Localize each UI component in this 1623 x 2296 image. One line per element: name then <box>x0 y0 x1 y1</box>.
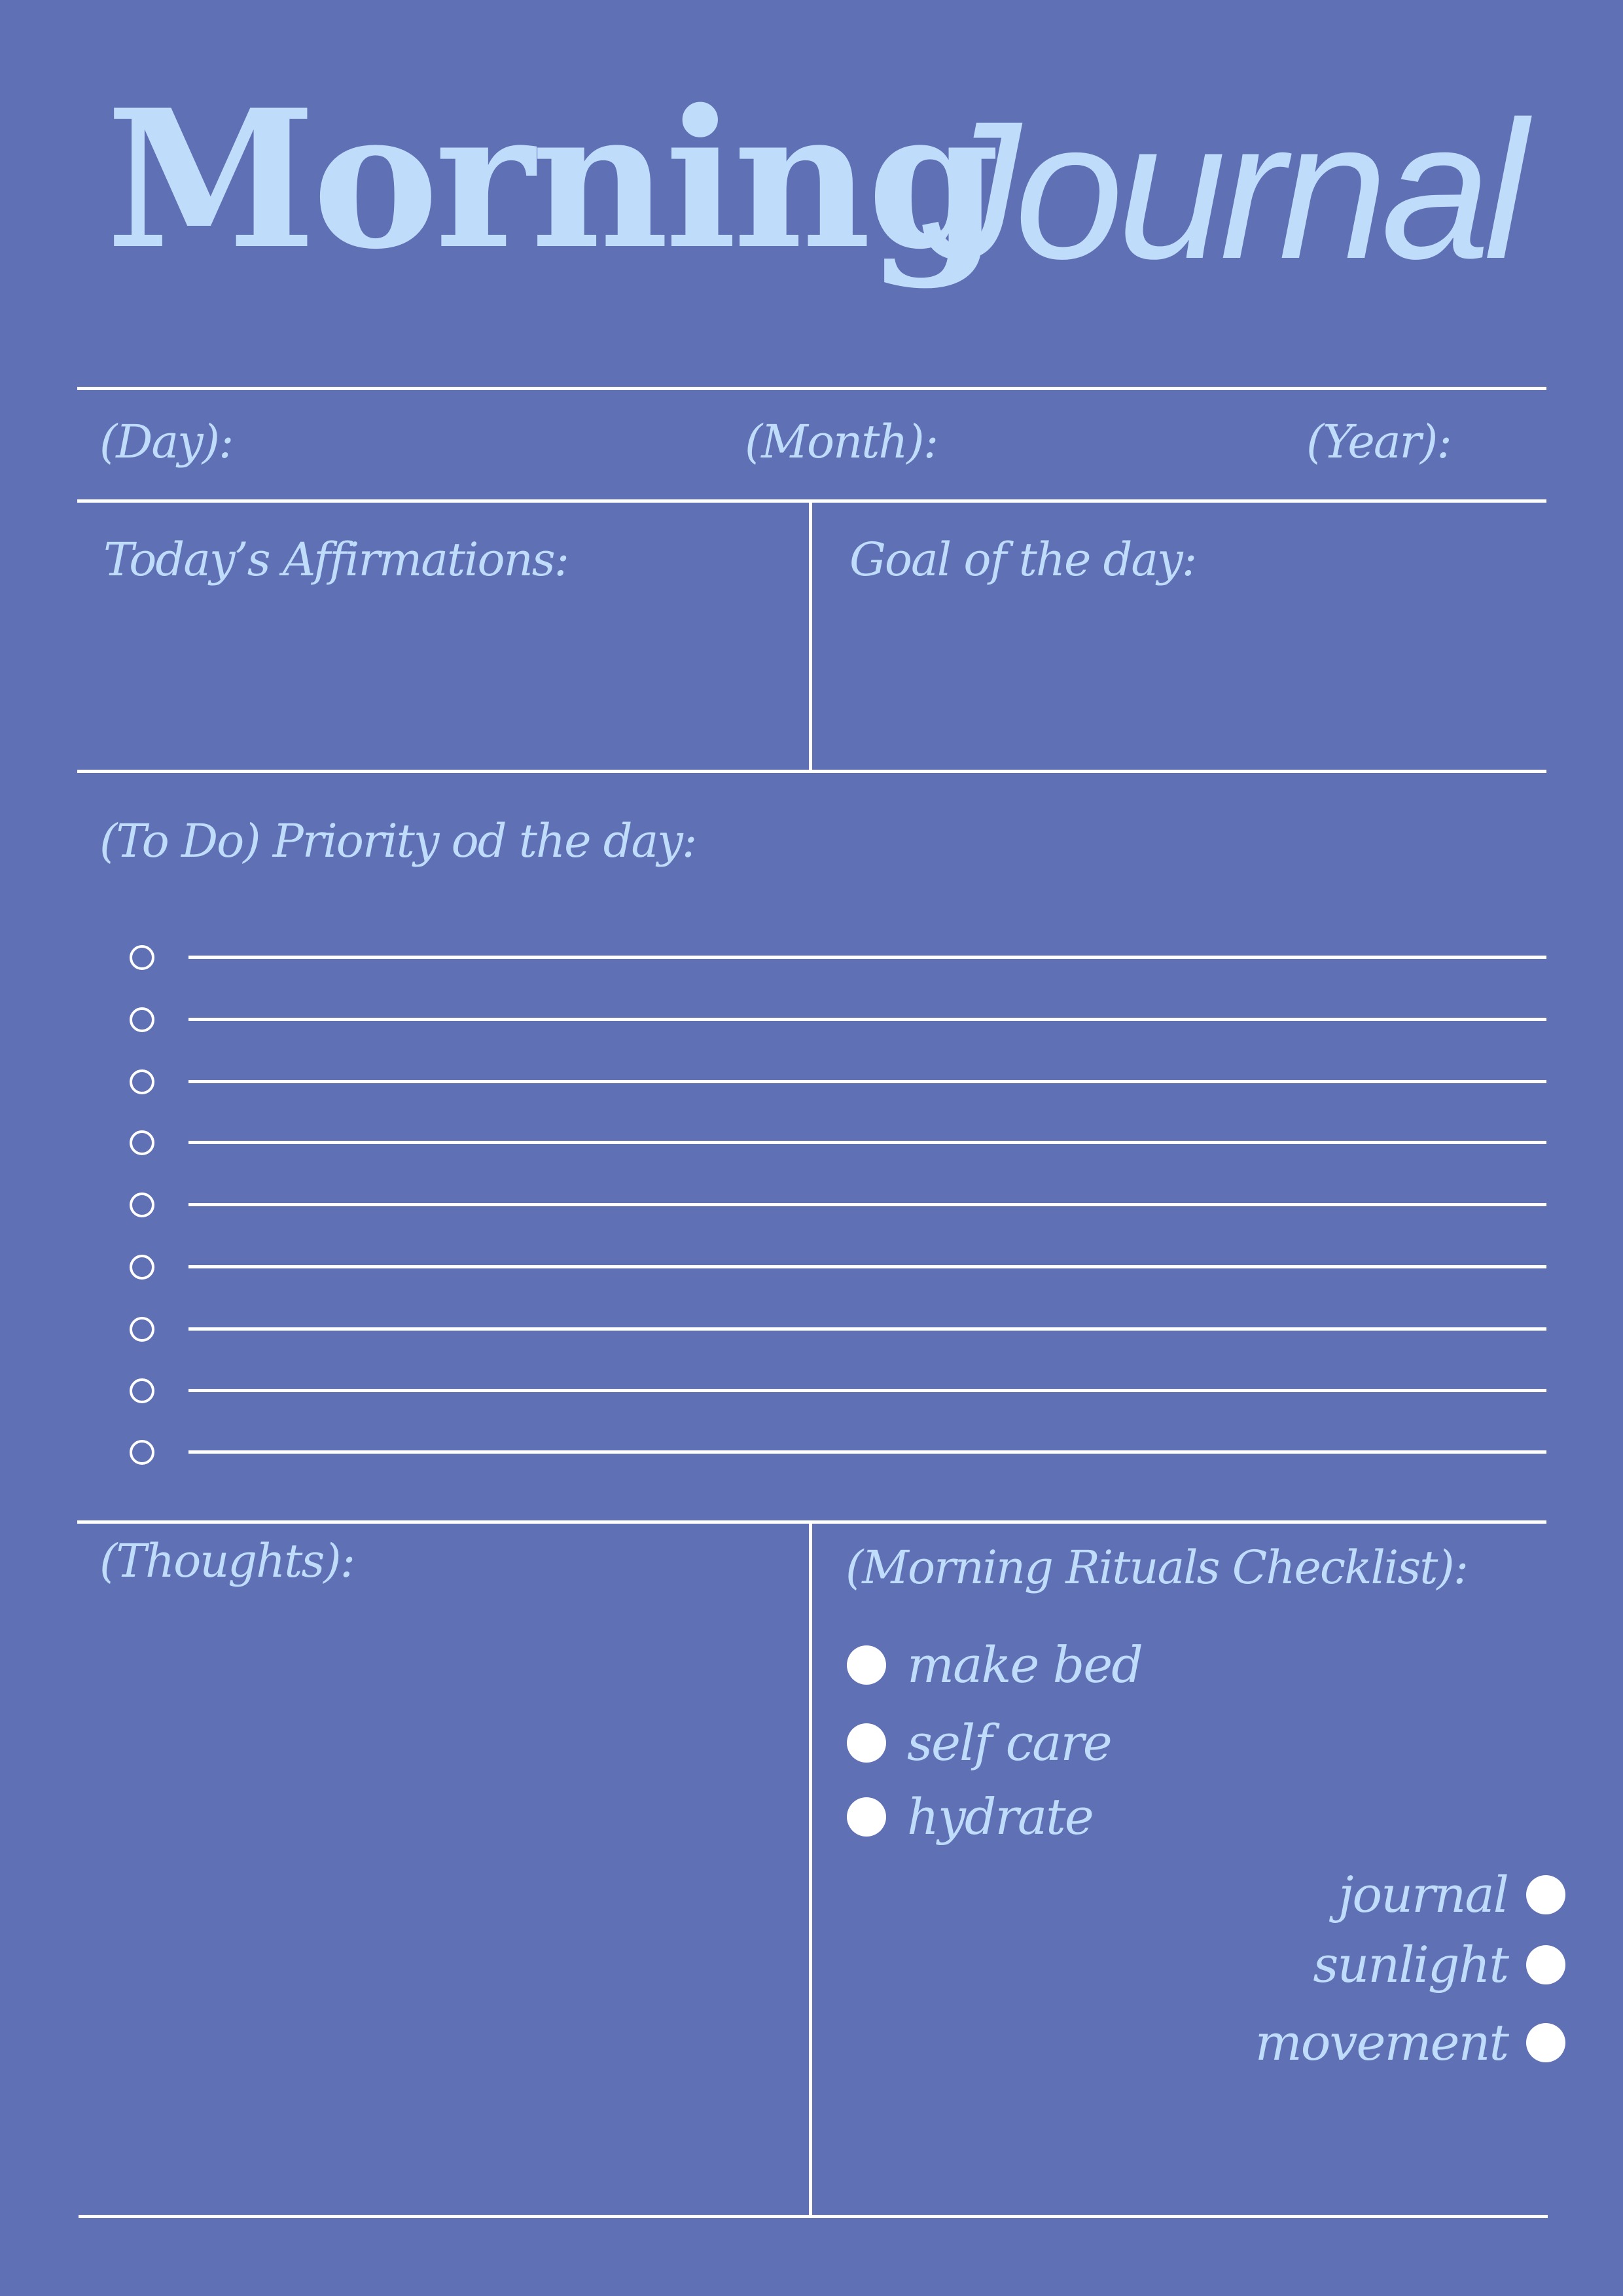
divider-thoughts-rituals <box>809 1520 812 2217</box>
todo-write-line[interactable] <box>188 1327 1546 1331</box>
todo-item[interactable] <box>130 1440 1546 1473</box>
ritual-check-dot[interactable] <box>847 1797 886 1837</box>
todo-checkbox[interactable] <box>130 1007 154 1032</box>
ritual-label: self care <box>907 1713 1111 1772</box>
todo-write-line[interactable] <box>188 1018 1546 1021</box>
rituals-label: (Morning Rituals Checklist): <box>846 1541 1468 1594</box>
divider-bottom <box>79 2215 1548 2218</box>
todo-item[interactable] <box>130 1007 1546 1040</box>
todo-checkbox[interactable] <box>130 1317 154 1342</box>
todo-checkbox[interactable] <box>130 1130 154 1155</box>
ritual-label: hydrate <box>907 1787 1093 1846</box>
ritual-check-dot[interactable] <box>1526 1945 1565 1984</box>
ritual-label: sunlight <box>1313 1935 1508 1994</box>
todo-checkbox[interactable] <box>130 945 154 970</box>
todo-item[interactable] <box>130 1378 1546 1411</box>
divider-affirmations-goal <box>809 499 812 772</box>
todo-write-line[interactable] <box>188 1080 1546 1083</box>
todo-checkbox[interactable] <box>130 1069 154 1094</box>
divider-affirmations <box>77 770 1546 773</box>
ritual-item-movement[interactable] <box>1113 2013 1565 2072</box>
title-word-morning: Morning <box>106 69 996 291</box>
ritual-item-make-bed[interactable] <box>847 1636 1305 1694</box>
affirmations-label: Today’s Affirmations: <box>103 533 569 586</box>
todo-checkbox[interactable] <box>130 1255 154 1280</box>
todo-item[interactable] <box>130 1255 1546 1287</box>
todo-write-line[interactable] <box>188 1389 1546 1392</box>
goal-label: Goal of the day: <box>849 533 1196 586</box>
todo-item[interactable] <box>130 1069 1546 1102</box>
todo-item[interactable] <box>130 1130 1546 1163</box>
ritual-check-dot[interactable] <box>1526 1875 1565 1914</box>
ritual-check-dot[interactable] <box>1526 2023 1565 2062</box>
ritual-label: make bed <box>907 1636 1142 1694</box>
todo-write-line[interactable] <box>188 1141 1546 1144</box>
todo-write-line[interactable] <box>188 1265 1546 1268</box>
title-word-journal: Journal <box>923 80 1521 300</box>
todo-item[interactable] <box>130 945 1546 978</box>
thoughts-label: (Thoughts): <box>99 1534 355 1588</box>
ritual-check-dot[interactable] <box>847 1723 886 1763</box>
todo-write-line[interactable] <box>188 1450 1546 1454</box>
ritual-label: journal <box>1338 1865 1508 1924</box>
day-label: (Day): <box>99 415 233 469</box>
year-label: (Year): <box>1306 415 1451 469</box>
ritual-item-sunlight[interactable] <box>1113 1935 1565 1994</box>
divider-top <box>77 387 1546 390</box>
todo-checkbox[interactable] <box>130 1440 154 1465</box>
todo-label: (To Do) Priority od the day: <box>99 814 696 868</box>
ritual-item-hydrate[interactable] <box>847 1787 1305 1846</box>
month-label: (Month): <box>745 415 938 469</box>
todo-item[interactable] <box>130 1317 1546 1350</box>
todo-item[interactable] <box>130 1193 1546 1225</box>
ritual-item-self-care[interactable] <box>847 1713 1305 1772</box>
todo-write-line[interactable] <box>188 1203 1546 1206</box>
ritual-label: movement <box>1255 2013 1508 2072</box>
ritual-item-journal[interactable] <box>1113 1865 1565 1924</box>
ritual-check-dot[interactable] <box>847 1645 886 1685</box>
todo-write-line[interactable] <box>188 956 1546 959</box>
todo-checkbox[interactable] <box>130 1378 154 1403</box>
todo-checkbox[interactable] <box>130 1193 154 1217</box>
